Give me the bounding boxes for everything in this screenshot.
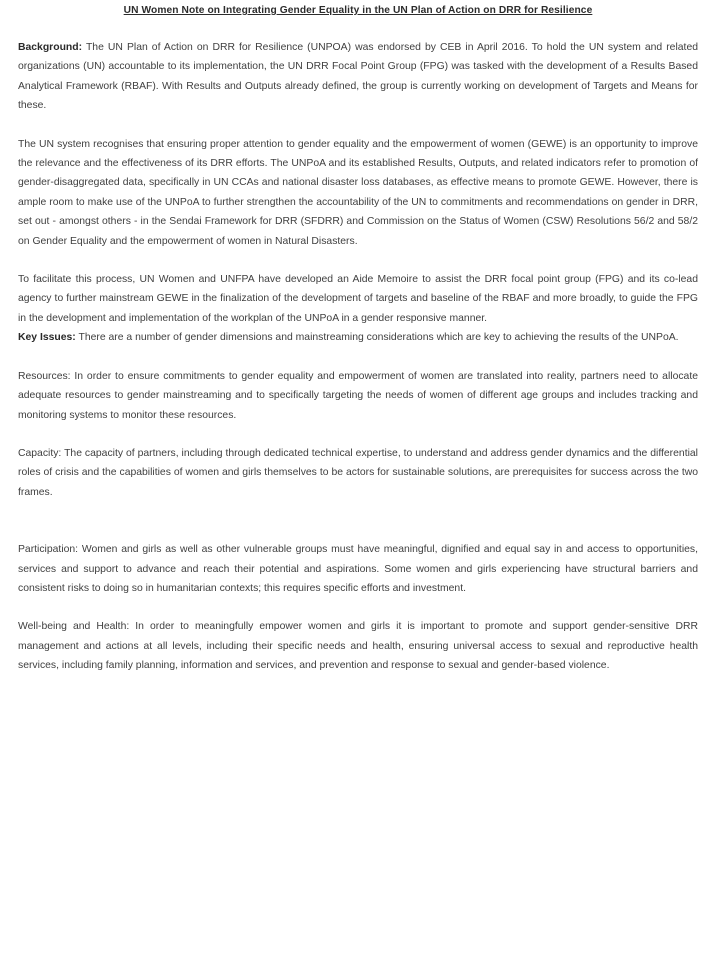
paragraph-key-issues [18, 328, 698, 347]
paragraph-text: The UN system recognises that ensuring proper attention to gender equality and the empowerment of women (GEWE) is an opportunity to improve the relevance and the effectiveness of its DRR efforts. The UNPoA and its established Results, Outputs, and related indicators refer to promotion of gender-disaggregated data, specifically in UN CCAs and national disaster loss databases, as effective means to promote GEWE. However, there is ample room to make use of the UNPoA to further strengthen the accountability of the UN to commitments and recommendations on gender in DRR, set out - amongst others - in the Sendai Framework for DRR (SFDRR) and Commission on the Status of Women (CSW) Resolutions 56/2 and 58/2 on Gender Equality and the empowerment of women in Natural Disasters. [18, 138, 698, 247]
paragraph-text: Well-being and Health: In order to meaningfully empower women and girls it is important to promote and support gender-sensitive DRR management and actions at all levels, including their specific needs and health, ensuring universal access to sexual and reproductive health services, including family planning, information and services, and prevention and response to sexual and gender-based violence. [18, 621, 698, 672]
paragraph-text: Capacity: The capacity of partners, including through dedicated technical expertise, to understand and address gender dynamics and the differential roles of crisis and the capabilities of women and girls themselves to be actors for sustainable solutions, are prerequisites for success across the two frames. [18, 447, 698, 498]
paragraph-text: The UN Plan of Action on DRR for Resilience (UNPOA) was endorsed by CEB in April 2016. To hold the UN system and related organizations (UN) accountable to its implementation, the UN DRR Focal Point Group (FPG) was tasked with the development of a Results Based Analytical Framework (RBAF). With Results and Outputs already defined, the group is currently working on development of Targets and Means for these. [18, 42, 698, 112]
paragraph-text: Resources: In order to ensure commitments to gender equality and empowerment of women are translated into reality, partners need to allocate adequate resources to gender mainstreaming and to specifically targeting the needs of women of different age groups and includes tracking and monitoring systems to monitor these resources. [18, 370, 698, 421]
paragraph-lead: Background: [18, 42, 83, 53]
paragraph-spacer [18, 598, 698, 617]
paragraph-wellbeing-health [18, 617, 698, 675]
paragraph-spacer [18, 425, 698, 444]
paragraph-text: Participation: Women and girls as well as other vulnerable groups must have meaningful, dignified and equal say in and access to opportunities, services and support to advance and reach their potential and aspirations. Some women and girls experiencing have structural barriers and consistent risks to doing so in humanitarian contexts; this requires specific efforts and investment. [18, 544, 698, 594]
paragraph-participation [18, 540, 698, 598]
paragraph-spacer [18, 348, 698, 367]
paragraph-lead: Key Issues: [18, 332, 76, 344]
paragraph-spacer [18, 251, 698, 270]
paragraph-capacity [18, 444, 698, 502]
paragraph-gewe-opportunity [18, 135, 698, 251]
paragraph-background [18, 38, 698, 116]
paragraph-resources [18, 367, 698, 425]
paragraph-aide-memoire [18, 270, 698, 328]
paragraph-text: To facilitate this process, UN Women and UNFPA have developed an Aide Memoire to assist the DRR focal point group (FPG) and its co-lead agency to further mainstream GEWE in the finalization of the development of targets and baseline of the RBAF and more broadly, to guide the FPG in the development and implementation of the workplan of the UNPoA in a gender responsive manner. [18, 274, 698, 324]
paragraph-text: There are a number of gender dimensions and mainstreaming considerations which are key to achieving the results of the UNPoA. [78, 332, 679, 344]
paragraph-spacer [18, 116, 698, 135]
document-title: UN Women Note on Integrating Gender Equality in the UN Plan of Action on DRR for Resilience [123, 5, 593, 16]
paragraph-spacer [18, 502, 698, 540]
